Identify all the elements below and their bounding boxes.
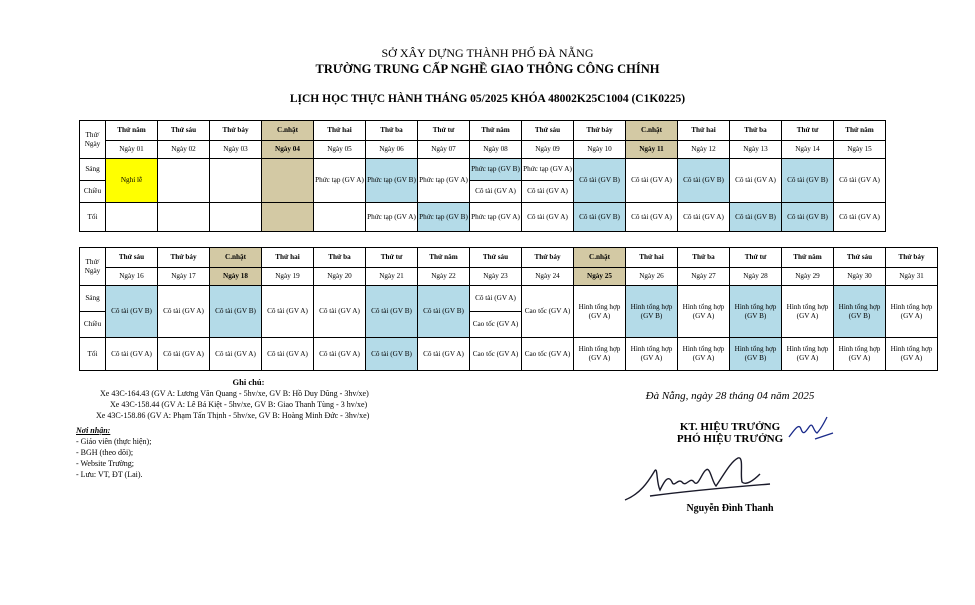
session-cell (158, 203, 210, 232)
afternoon-label: Chiều (80, 181, 106, 203)
weekday-cell: Thứ năm (834, 121, 886, 141)
weekday-cell: Thứ bảy (210, 121, 262, 141)
weekday-cell: Thứ năm (470, 121, 522, 141)
sign-title-2: PHÓ HIỆU TRƯỞNG (676, 433, 784, 445)
recipient-line: - BGH (theo dõi); (76, 448, 134, 457)
weekday-cell: Thứ sáu (470, 248, 522, 268)
weekday-cell: C.nhật (262, 121, 314, 141)
session-cell: Hình tổng hợp (GV A) (678, 338, 730, 371)
session-cell: Hình tổng hợp (GV A) (574, 338, 626, 371)
weekday-cell: Thứ hai (262, 248, 314, 268)
session-cell: Phức tạp (GV A) (418, 159, 470, 203)
evening-label: Tối (80, 338, 106, 371)
weekday-cell: Thứ bảy (574, 121, 626, 141)
weekday-cell: Thứ sáu (106, 248, 158, 268)
session-cell: Cô tài (GV B) (418, 286, 470, 338)
note-line: Xe 43C-158.86 (GV A: Phạm Tấn Thịnh - 5hv/xe, GV B: Hoàng Minh Đức - 3hv/xe) (96, 411, 370, 420)
notes-title: Ghi chú: (232, 377, 265, 387)
session-cell: Phức tạp (GV A) (522, 159, 574, 181)
day-label: Thứ/ Ngày (80, 121, 106, 159)
sign-date: Đà Nẵng, ngày 28 tháng 04 năm 2025 (645, 390, 815, 402)
notes-block (96, 377, 401, 421)
date-cell: Ngày 08 (470, 141, 522, 159)
session-cell: Hình tổng hợp (GV A) (574, 286, 626, 338)
morning-row (80, 159, 886, 181)
date-cell: Ngày 18 (210, 268, 262, 286)
date-cell: Ngày 15 (834, 141, 886, 159)
session-cell: Hình tổng hợp (GV A) (886, 286, 938, 338)
morning-row (80, 286, 938, 312)
day-label: Thứ/ Ngày (80, 248, 106, 286)
session-cell: Cô tài (GV B) (210, 286, 262, 338)
session-cell: Hình tổng hợp (GV A) (626, 338, 678, 371)
school-name: TRƯỜNG TRUNG CẤP NGHỀ GIAO THÔNG CÔNG CHÍNH (315, 62, 660, 76)
date-cell: Ngày 30 (834, 268, 886, 286)
session-cell: Phức tạp (GV B) (418, 203, 470, 232)
session-cell: Cô tài (GV B) (730, 203, 782, 232)
weekday-row (80, 121, 886, 141)
weekday-cell: Thứ tư (418, 121, 470, 141)
weekday-cell: Thứ năm (782, 248, 834, 268)
date-cell: Ngày 14 (782, 141, 834, 159)
date-cell: Ngày 22 (418, 268, 470, 286)
date-cell: Ngày 29 (782, 268, 834, 286)
signer-name: Nguyễn Đình Thanh (686, 503, 774, 514)
date-cell: Ngày 16 (106, 268, 158, 286)
weekday-cell: Thứ tư (366, 248, 418, 268)
weekday-cell: Thứ tư (730, 248, 782, 268)
weekday-cell: Thứ ba (678, 248, 730, 268)
recipient-line: - Lưu: VT, ĐT (Lai). (76, 470, 143, 479)
session-cell: Phức tạp (GV A) (366, 203, 418, 232)
session-cell: Hình tổng hợp (GV A) (678, 286, 730, 338)
session-cell: Phức tạp (GV B) (470, 159, 522, 181)
schedule-table-1 (79, 120, 886, 232)
evening-row (80, 338, 938, 371)
recipient-line: - Website Trường; (76, 459, 135, 468)
session-cell: Cô tài (GV A) (262, 338, 314, 371)
date-cell: Ngày 10 (574, 141, 626, 159)
session-cell: Cô tài (GV A) (106, 338, 158, 371)
session-cell (106, 203, 158, 232)
session-cell (210, 159, 262, 203)
session-cell: Cô tài (GV B) (782, 203, 834, 232)
session-cell: Cao tốc (GV A) (522, 286, 574, 338)
date-cell: Ngày 17 (158, 268, 210, 286)
weekday-cell: Thứ bảy (886, 248, 938, 268)
date-cell: Ngày 21 (366, 268, 418, 286)
date-row (80, 268, 938, 286)
session-cell: Cô tài (GV A) (418, 338, 470, 371)
session-cell: Cô tài (GV B) (366, 286, 418, 338)
sunday-cell (262, 159, 314, 203)
weekday-cell: Thứ hai (314, 121, 366, 141)
session-cell: Cô tài (GV A) (262, 286, 314, 338)
weekday-cell: Thứ sáu (522, 121, 574, 141)
note-line: Xe 43C-164.43 (GV A: Lương Văn Quang - 5hv/xe, GV B: Hồ Duy Dũng - 3hv/xe) (100, 389, 369, 398)
date-cell: Ngày 11 (626, 141, 678, 159)
session-cell: Phức tạp (GV A) (470, 203, 522, 232)
date-cell: Ngày 31 (886, 268, 938, 286)
date-cell: Ngày 19 (262, 268, 314, 286)
session-cell: Hình tổng hợp (GV B) (730, 286, 782, 338)
weekday-cell: Thứ bảy (158, 248, 210, 268)
session-cell: Hình tổng hợp (GV A) (834, 338, 886, 371)
morning-label: Sáng (80, 159, 106, 181)
session-cell: Cô tài (GV A) (522, 203, 574, 232)
morning-label: Sáng (80, 286, 106, 312)
weekday-cell: C.nhật (574, 248, 626, 268)
session-cell: Cô tài (GV A) (158, 286, 210, 338)
date-cell: Ngày 25 (574, 268, 626, 286)
weekday-cell: C.nhật (210, 248, 262, 268)
weekday-cell: Thứ ba (366, 121, 418, 141)
dept-name: SỞ XÂY DỰNG THÀNH PHỐ ĐÀ NẴNG (381, 46, 594, 60)
weekday-cell: Thứ sáu (834, 248, 886, 268)
weekday-cell: C.nhật (626, 121, 678, 141)
afternoon-label: Chiều (80, 312, 106, 338)
session-cell: Cô tài (GV A) (314, 338, 366, 371)
session-cell: Hình tổng hợp (GV A) (782, 286, 834, 338)
schedule-table-2 (79, 247, 938, 371)
evening-row (80, 203, 886, 232)
date-cell: Ngày 04 (262, 141, 314, 159)
session-cell: Cô tài (GV A) (626, 159, 678, 203)
session-cell: Cao tốc (GV A) (470, 338, 522, 371)
session-cell: Phức tạp (GV B) (366, 159, 418, 203)
date-cell: Ngày 06 (366, 141, 418, 159)
holiday-cell: Nghỉ lễ (106, 159, 158, 203)
weekday-row (80, 248, 938, 268)
date-cell: Ngày 03 (210, 141, 262, 159)
session-cell: Phức tạp (GV A) (314, 159, 366, 203)
session-cell: Cô tài (GV A) (626, 203, 678, 232)
session-cell (158, 159, 210, 203)
note-line: Xe 43C-158.44 (GV A: Lê Bá Kiệt - 5hv/xe, GV B: Giao Thanh Tùng - 3 hv/xe) (110, 400, 368, 409)
date-cell: Ngày 09 (522, 141, 574, 159)
weekday-cell: Thứ năm (106, 121, 158, 141)
date-cell: Ngày 26 (626, 268, 678, 286)
session-cell: Cô tài (GV B) (782, 159, 834, 203)
date-cell: Ngày 28 (730, 268, 782, 286)
session-cell: Cao tốc (GV A) (470, 312, 522, 338)
session-cell: Cô tài (GV A) (314, 286, 366, 338)
session-cell: Hình tổng hợp (GV B) (626, 286, 678, 338)
session-cell: Hình tổng hợp (GV A) (886, 338, 938, 371)
session-cell (210, 203, 262, 232)
session-cell: Cô tài (GV A) (210, 338, 262, 371)
session-cell: Cô tài (GV A) (158, 338, 210, 371)
session-cell: Cô tài (GV A) (470, 286, 522, 312)
initials-signature (785, 415, 835, 443)
date-cell: Ngày 07 (418, 141, 470, 159)
sunday-cell (262, 203, 314, 232)
session-cell: Hình tổng hợp (GV A) (782, 338, 834, 371)
weekday-cell: Thứ bảy (522, 248, 574, 268)
session-cell: Cô tài (GV A) (522, 181, 574, 203)
sign-title-1: KT. HIỆU TRƯỞNG (679, 421, 781, 433)
date-cell: Ngày 01 (106, 141, 158, 159)
session-cell: Cô tài (GV A) (470, 181, 522, 203)
handwritten-signature (620, 452, 780, 512)
date-cell: Ngày 05 (314, 141, 366, 159)
session-cell: Cô tài (GV B) (366, 338, 418, 371)
date-cell: Ngày 20 (314, 268, 366, 286)
weekday-cell: Thứ tư (782, 121, 834, 141)
weekday-cell: Thứ hai (678, 121, 730, 141)
date-cell: Ngày 23 (470, 268, 522, 286)
recipient-line: - Giáo viên (thực hiện); (76, 437, 152, 446)
recipients-title: Nơi nhận: (76, 426, 111, 435)
date-row (80, 141, 886, 159)
session-cell (314, 203, 366, 232)
date-cell: Ngày 12 (678, 141, 730, 159)
date-cell: Ngày 24 (522, 268, 574, 286)
recipients-block (76, 425, 151, 480)
weekday-cell: Thứ năm (418, 248, 470, 268)
session-cell: Cô tài (GV B) (678, 159, 730, 203)
session-cell: Hình tổng hợp (GV B) (834, 286, 886, 338)
weekday-cell: Thứ hai (626, 248, 678, 268)
session-cell: Cô tài (GV B) (106, 286, 158, 338)
weekday-cell: Thứ ba (730, 121, 782, 141)
date-cell: Ngày 27 (678, 268, 730, 286)
session-cell: Hình tổng hợp (GV B) (730, 338, 782, 371)
session-cell: Cô tài (GV A) (730, 159, 782, 203)
session-cell: Cô tài (GV B) (574, 203, 626, 232)
schedule-title: LỊCH HỌC THỰC HÀNH THÁNG 05/2025 KHÓA 48002K25C1004 (C1K0225) (289, 93, 686, 105)
date-cell: Ngày 02 (158, 141, 210, 159)
session-cell: Cô tài (GV A) (834, 159, 886, 203)
weekday-cell: Thứ ba (314, 248, 366, 268)
session-cell: Cô tài (GV B) (574, 159, 626, 203)
session-cell: Cao tốc (GV A) (522, 338, 574, 371)
session-cell: Cô tài (GV A) (678, 203, 730, 232)
date-cell: Ngày 13 (730, 141, 782, 159)
weekday-cell: Thứ sáu (158, 121, 210, 141)
evening-label: Tối (80, 203, 106, 232)
session-cell: Cô tài (GV A) (834, 203, 886, 232)
